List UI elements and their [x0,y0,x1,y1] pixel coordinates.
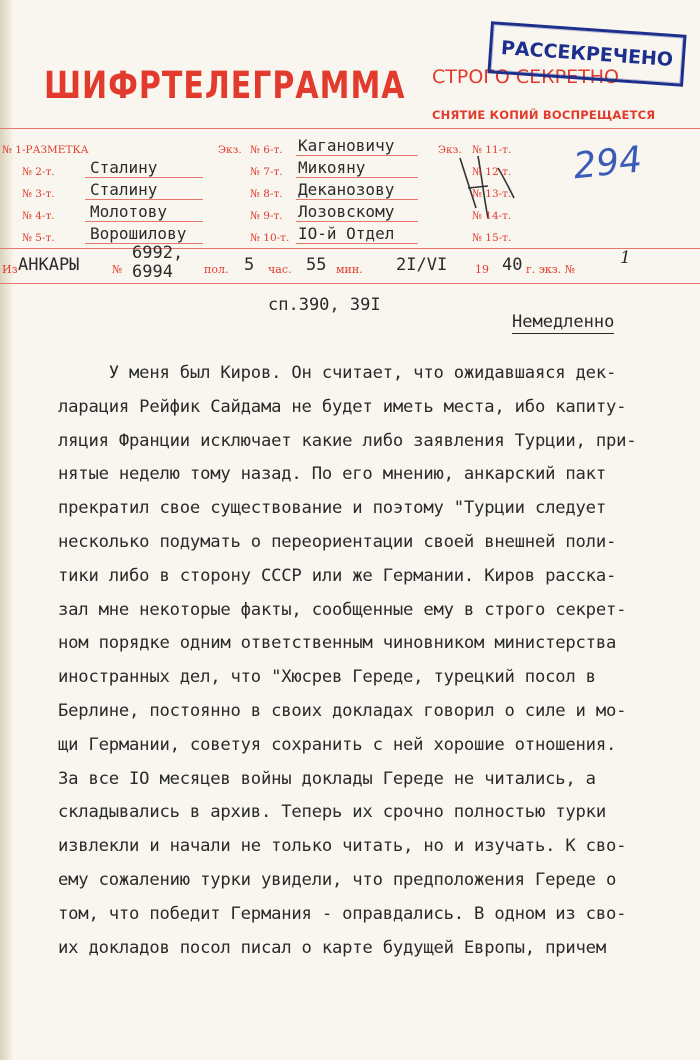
body-line: их докладов посол писал о карте будущей Европы, причем [58,937,606,958]
telegram-num-1: 6992, [132,243,184,263]
binding-edge [0,0,14,1060]
body-line: иностранных дел, что "Хюсрев Гереде, турецкий посол в [58,667,596,688]
form-rule-bottom [0,283,700,284]
underline [296,221,418,222]
origin-city: АНКАРЫ [18,255,80,275]
recipient-5: Ворошилову [90,224,187,243]
body-line: несколько подумать о переориентации своей внешней поли- [58,531,617,552]
dist-label-13: № 13-т. [472,188,512,200]
body-line: тики либо в сторону СССР или же Германии. Киров расска- [58,565,617,586]
no-copy-notice: СНЯТИЕ КОПИЙ ВОСПРЕЩАЕТСЯ [432,108,656,122]
hour-label: час. [268,263,292,276]
underline [296,177,418,178]
recipient-2: Сталину [90,158,158,177]
recipient-9: Лозовскому [298,202,395,221]
dist-label-8: № 8-т. [250,188,283,200]
copy-prefix-3: Экз. [438,144,462,156]
body-line: ларация Рейфик Сайдама не будет иметь места, ибо капиту- [58,396,627,417]
body-line: нятые неделю тому назад. По его мнению, анкарский пакт [58,464,606,485]
form-rule-top [0,128,700,129]
body-line: Берлине, постоянно в своих докладах говорил о силе и мо- [58,700,627,721]
dist-label-7: № 7-т. [250,166,283,178]
copy-number: 1 [620,248,631,268]
handwritten-number-text: 294 [571,139,644,188]
recipient-3: Сталину [90,180,158,199]
recipient-10: IO-й Отдел [298,224,395,243]
dist-label-15: № 15-т. [472,232,512,244]
dist-label-1: № 1-РАЗМЕТКА [2,144,89,156]
urgency-label: Немедленно [512,312,615,332]
reference-number: сп.390, 39I [268,295,381,315]
num-label: № [112,263,123,276]
dist-label-2: № 2-т. [22,166,55,178]
recipient-4: Молотову [90,202,168,221]
body-line: складывались в архив. Теперь их срочно полностью турки [58,802,606,823]
body-line: У меня был Киров. Он считает, что ожидавшаяся дек- [58,363,617,383]
telegram-num-2: 6994 [132,262,173,282]
recipient-6: Кагановичу [298,136,395,155]
recipient-7: Микояну [298,158,366,177]
underline [85,199,203,200]
body-line: том, что победит Германия - оправдались. В одном из сво- [58,903,627,924]
declassified-stamp: РАССЕКРЕЧЕНО [487,21,686,87]
dist-label-4: № 4-т. [22,210,55,222]
underline [85,221,203,222]
received-label: пол. [204,263,229,276]
year-label: г. экз. № [526,263,576,276]
received-year: 40 [502,255,523,275]
dist-label-3: № 3-т. [22,188,55,200]
underline [296,243,418,244]
body-line: прекратил свое существование и поэтому "Турции следует [58,498,606,519]
body-line: щи Германии, советуя сохранить с ней хорошие отношения. [58,734,617,755]
body-line: ляция Франции исключает какие либо заявления Турции, при- [58,430,637,451]
underline [85,177,203,178]
body-line: За все IO месяцев войны доклады Гереде не читались, а [58,768,596,789]
secrecy-label: СТРОГО СЕКРЕТНО [432,66,619,88]
form-title: ШИФРТЕЛЕГРАММА [44,64,406,108]
received-hour: 5 [244,255,255,275]
minute-label: мин. [336,263,363,276]
telegram-body [58,357,698,965]
received-minute: 55 [306,255,327,275]
form-rule-mid [0,248,700,249]
dist-label-9: № 9-т. [250,210,283,222]
received-date: 2I/VI [396,255,448,275]
dist-label-6: № 6-т. [250,144,283,156]
handwritten-number [565,130,665,190]
from-prefix: Из [2,263,18,276]
body-line: ему сожалению турки увидели, что предположения Гереде о [58,869,617,890]
dist-label-10: № 10-т. [250,232,290,244]
body-line: извлекли и начали не только читать, но и изучать. К сво- [58,836,627,857]
body-line: зал мне некоторые факты, сообщенные ему в строго секрет- [58,599,627,620]
body-line: ном порядке одним ответственным чиновником министерства [58,633,617,654]
dist-label-5: № 5-т. [22,232,55,244]
year-prefix: 19 [475,263,489,276]
underline [296,155,418,156]
dist-label-14: № 14-т. [472,210,512,222]
copy-prefix: Экз. [218,144,242,156]
dist-label-11: № 11-т. [472,144,512,156]
recipient-8: Деканозову [298,180,395,199]
dist-label-12: № 12-т. [472,166,512,178]
underline [296,199,418,200]
